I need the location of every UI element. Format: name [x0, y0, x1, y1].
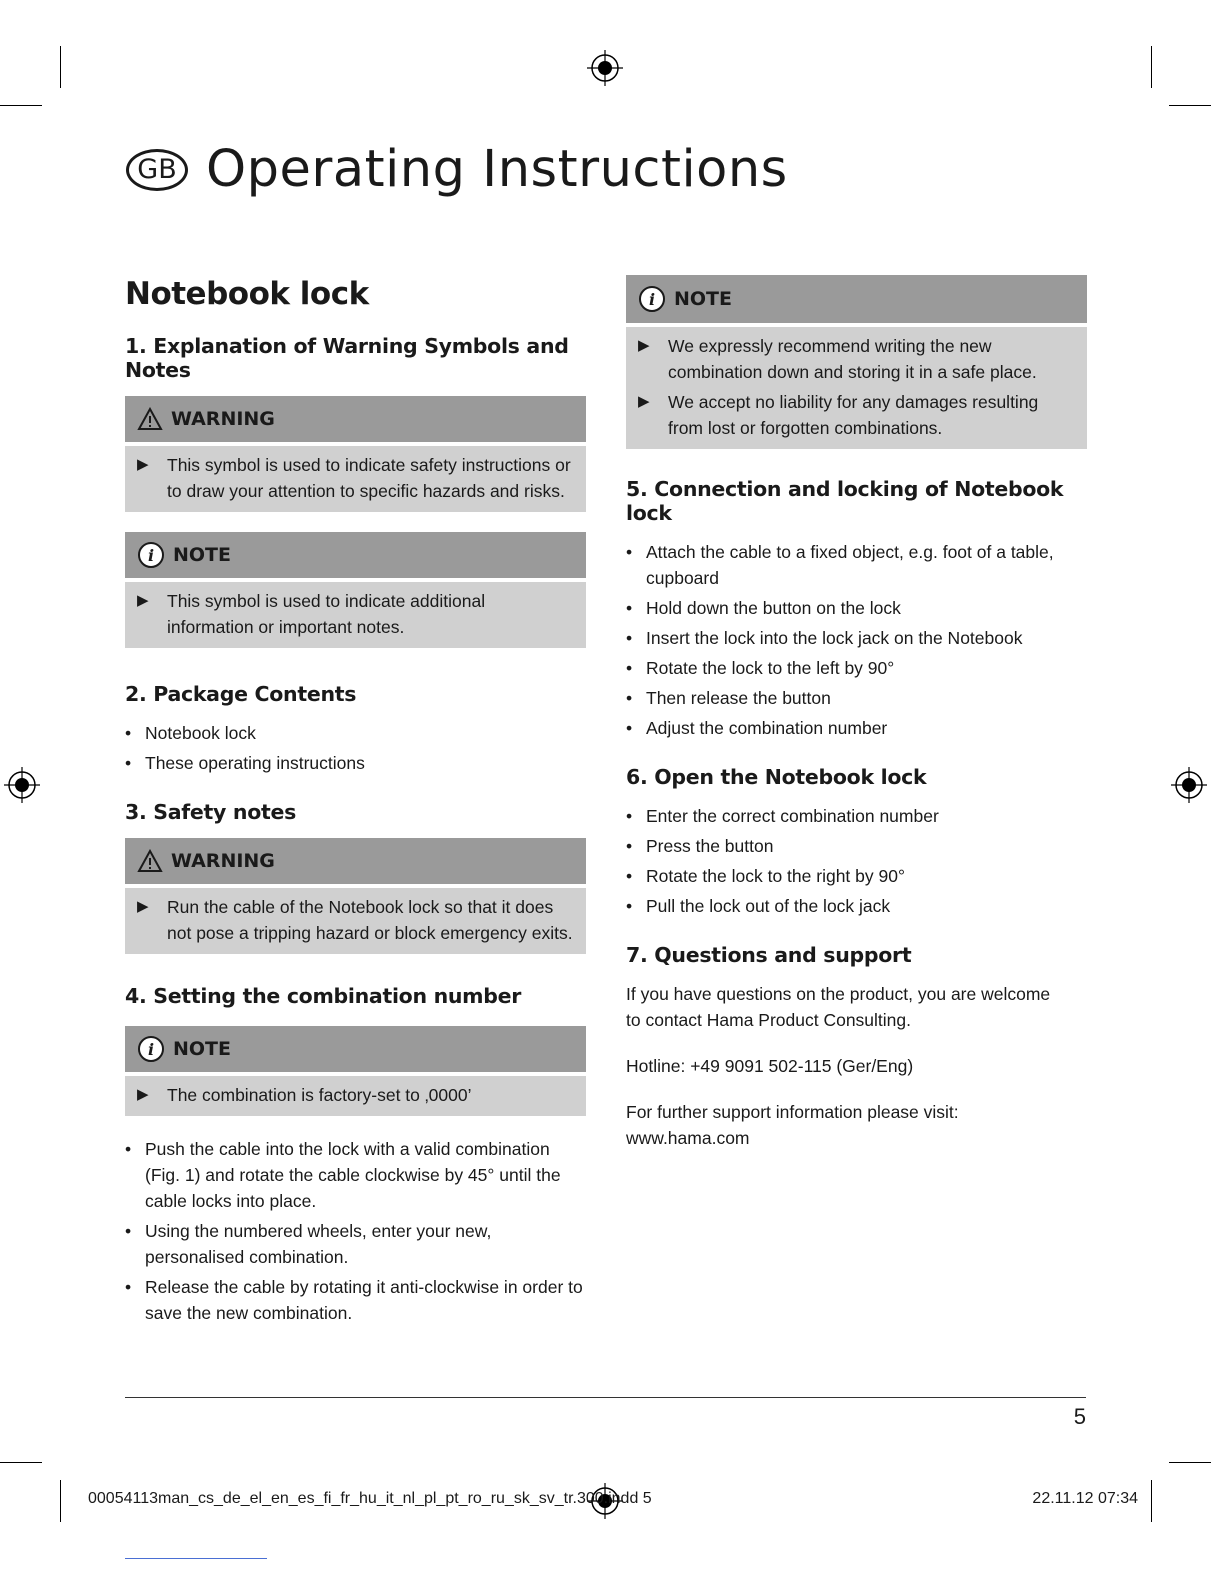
list-item: • Using the numbered wheels, enter your new, personalised combination.: [125, 1221, 492, 1267]
section-heading: 1. Explanation of Warning Symbols and Notes: [125, 334, 569, 382]
note-box-header: [626, 275, 1087, 323]
note-item: [137, 588, 576, 640]
crop-mark: [1169, 1462, 1211, 1463]
list-item: • These operating instructions: [125, 753, 365, 773]
section-heading: 4. Setting the combination number: [125, 984, 522, 1008]
registration-mark-icon: [4, 767, 40, 803]
open-steps-list: [626, 803, 1087, 919]
note-box: [626, 275, 1087, 449]
note-box-header: [125, 1026, 586, 1072]
note-box-body: [626, 327, 1087, 449]
combination-steps-list: [125, 1136, 586, 1326]
warning-label: WARNING: [171, 408, 275, 430]
note-item: [137, 894, 576, 946]
crop-mark: [1151, 46, 1152, 88]
crop-mark: [60, 1480, 61, 1522]
note-item: [638, 333, 1077, 385]
crop-mark: [1151, 1480, 1152, 1522]
note-box-header: [125, 532, 586, 578]
page-header: [126, 140, 788, 199]
note-item-text: We accept no liability for any damages resulting from lost or forgotten combinations.: [668, 392, 1039, 438]
warning-triangle-icon: [137, 849, 163, 873]
hotline-text: Hotline: +49 9091 502-115 (Ger/Eng): [626, 1056, 914, 1076]
note-item: [137, 452, 576, 504]
print-slug-filename: 00054113man_cs_de_el_en_es_fi_fr_hu_it_nl_pl_pt_ro_ru_sk_sv_tr.300.indd 5: [88, 1490, 652, 1507]
svg-text:i: i: [147, 1040, 155, 1059]
gb-language-badge: GB: [126, 149, 188, 191]
svg-text:i: i: [648, 290, 656, 309]
warning-box-header: [125, 396, 586, 442]
note-item: [137, 1082, 576, 1108]
registration-mark-icon: [587, 50, 623, 86]
page-number: 5: [1073, 1404, 1086, 1429]
list-item: • Insert the lock into the lock jack on the Notebook: [626, 628, 1023, 648]
list-item: • Press the button: [626, 836, 774, 856]
arrow-right-icon: ▶: [137, 592, 149, 609]
note-item-text: Run the cable of the Notebook lock so that it does not pose a tripping hazard or block emergency exits.: [167, 897, 573, 943]
warning-box-body: [125, 888, 586, 954]
warning-box: [125, 838, 586, 954]
support-paragraph: If you have questions on the product, you are welcome to contact Hama Product Consulting.: [626, 984, 1051, 1030]
warning-box-body: [125, 446, 586, 512]
print-slug-date: 22.11.12 07:34: [1032, 1490, 1138, 1507]
left-column: [125, 274, 586, 1350]
note-item-text: We expressly recommend writing the new combination down and storing it in a safe place.: [668, 336, 1037, 382]
arrow-right-icon: ▶: [137, 898, 149, 915]
arrow-right-icon: ▶: [137, 1086, 149, 1103]
note-box-body: [125, 582, 586, 648]
package-contents-list: [125, 720, 586, 776]
note-label: NOTE: [674, 288, 732, 310]
support-website-text: For further support information please visit: www.hama.com: [626, 1102, 959, 1148]
list-item: • Push the cable into the lock with a valid combination (Fig. 1) and rotate the cable clockwise by 45° until the cable locks into place.: [125, 1139, 561, 1211]
list-item: • Rotate the lock to the right by 90°: [626, 866, 905, 886]
list-item: • Attach the cable to a fixed object, e.g. foot of a table, cupboard: [626, 542, 1054, 588]
document-title: Notebook lock: [125, 276, 369, 312]
note-item-text: This symbol is used to indicate additional information or important notes.: [167, 591, 486, 637]
note-label: NOTE: [173, 1038, 231, 1060]
connection-steps-list: [626, 539, 1087, 741]
list-item: • Pull the lock out of the lock jack: [626, 896, 891, 916]
crop-mark: [0, 105, 42, 106]
section-heading: 5. Connection and locking of Notebook lock: [626, 477, 1064, 525]
section-heading: 6. Open the Notebook lock: [626, 765, 927, 789]
info-icon: [638, 285, 666, 313]
crop-mark: [60, 46, 61, 88]
svg-text:i: i: [147, 546, 155, 565]
warning-box: [125, 396, 586, 512]
note-item-text: The combination is factory-set to ‚0000’: [167, 1085, 472, 1105]
warning-label: WARNING: [171, 850, 275, 872]
note-item-text: This symbol is used to indicate safety instructions or to draw your attention to specific hazards and risks.: [167, 455, 571, 501]
note-label: NOTE: [173, 544, 231, 566]
list-item: • Then release the button: [626, 688, 831, 708]
note-item: [638, 389, 1077, 441]
info-icon: [137, 541, 165, 569]
info-icon: [137, 1035, 165, 1063]
list-item: • Hold down the button on the lock: [626, 598, 901, 618]
section-heading: 7. Questions and support: [626, 943, 912, 967]
list-item: • Release the cable by rotating it anti-clockwise in order to save the new combination.: [125, 1277, 583, 1323]
note-box: [125, 1026, 586, 1116]
arrow-right-icon: ▶: [638, 393, 650, 410]
right-column: [626, 275, 1087, 1171]
crop-mark: [1169, 105, 1211, 106]
warning-box-header: [125, 838, 586, 884]
crop-mark: [0, 1462, 42, 1463]
decorative-line: [125, 1558, 267, 1559]
section-heading: 3. Safety notes: [125, 800, 296, 824]
page-title: Operating Instructions: [206, 140, 788, 199]
warning-triangle-icon: [137, 407, 163, 431]
list-item: • Notebook lock: [125, 723, 256, 743]
list-item: • Adjust the combination number: [626, 718, 888, 738]
note-box-body: [125, 1076, 586, 1116]
list-item: • Rotate the lock to the left by 90°: [626, 658, 895, 678]
note-box: [125, 532, 586, 648]
footer-divider: [125, 1397, 1086, 1398]
list-item: • Enter the correct combination number: [626, 806, 939, 826]
arrow-right-icon: ▶: [137, 456, 149, 473]
registration-mark-icon: [1171, 767, 1207, 803]
section-heading: 2. Package Contents: [125, 682, 357, 706]
arrow-right-icon: ▶: [638, 337, 650, 354]
